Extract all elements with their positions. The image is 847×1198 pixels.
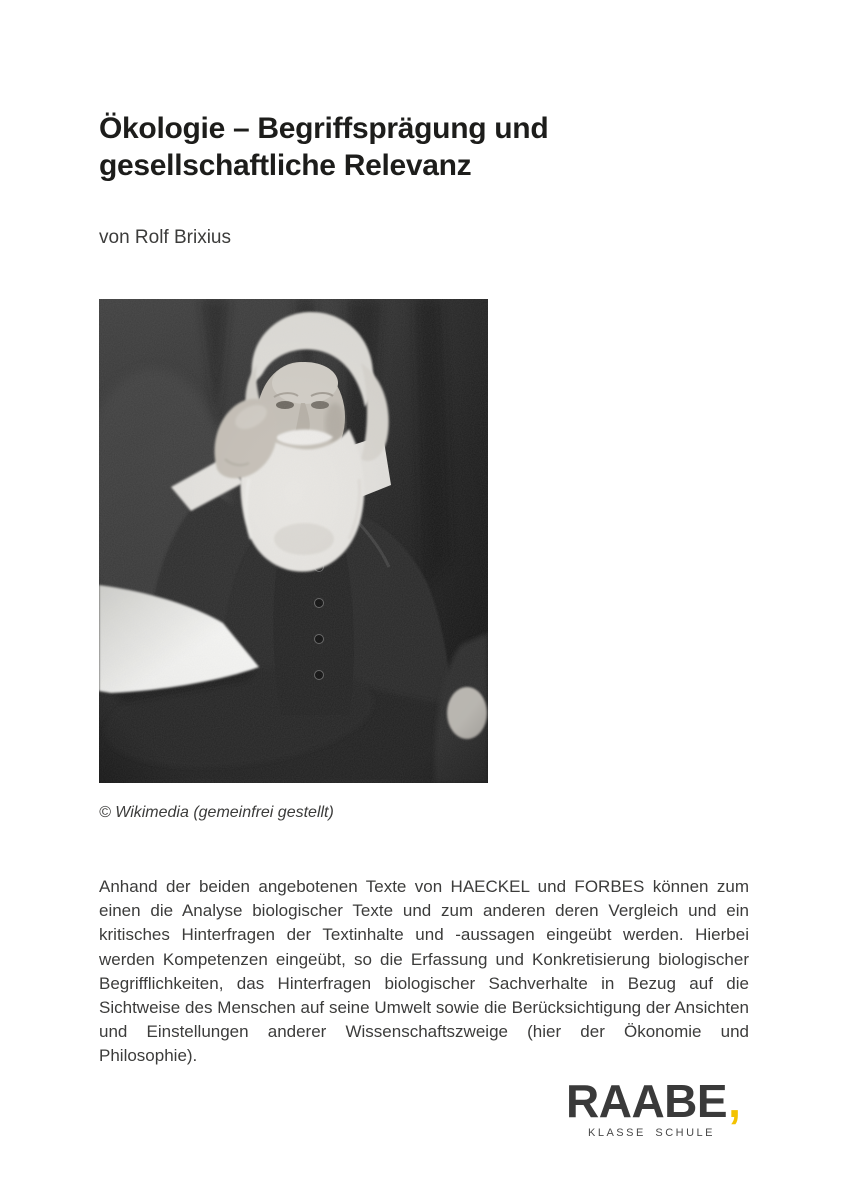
logo-wordmark [566, 1075, 741, 1127]
logo-brand-text: RAABE [566, 1075, 728, 1127]
portrait-photo [99, 299, 488, 783]
photo-vignette-overlay [99, 299, 488, 783]
page-title-line-2: gesellschaftliche Relevanz [99, 149, 472, 182]
portrait-photo-drawing [99, 299, 488, 783]
logo-comma-icon: , [728, 1075, 741, 1127]
intro-paragraph: Anhand der beiden angebotenen Texte von HAECKEL und FORBES können zum einen die Analyse biologischer Texte und zum anderen deren Vergleich und ein kritisches Hinterfragen der Textinhalte und -aussagen eingeübt werden. Hierbei werden Kompetenzen eingeübt, so die Erfassung und Konkretisierung biologischer Begrifflichkeiten, das Hinterfragen biologischer Sachverhalte in Bezug auf die Sichtweise des Menschen auf seine Umwelt sowie die Berücksichtigung der Ansichten und Einstellungen anderer Wissenschaftszweige (hier der Ökonomie und Philosophie). [99, 877, 749, 1066]
logo-tagline: KLASSE SCHULE [588, 1127, 715, 1139]
publisher-logo [566, 1075, 741, 1139]
page-title-line-1: Ökologie – Begriffsprägung und [99, 112, 549, 145]
page-title [99, 110, 659, 184]
author-byline: von Rolf Brixius [99, 227, 231, 248]
image-caption: © Wikimedia (gemeinfrei gestellt) [99, 804, 334, 821]
